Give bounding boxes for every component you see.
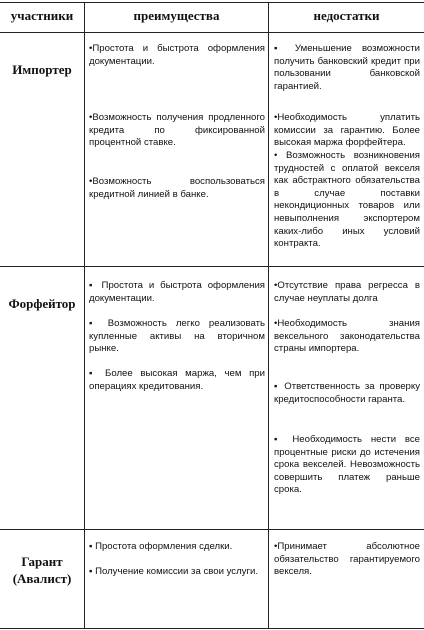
guarantor-advantage: ▪ Получение комиссии за свои услуги. xyxy=(89,566,258,577)
importer-disadvantage: • Возможность возникновения трудностей с оплатой векселя как абстрактного обязательства в случае поставки некондиционных товаров или невыполнения экспортером каких-либо иных условий контракта. xyxy=(274,150,420,250)
row-label-importer: Импортер xyxy=(12,62,72,77)
row-label-forfaiter: Форфейтор xyxy=(8,296,76,311)
importer-advantage: •Возможность воспользоваться кредитной линией в банке. xyxy=(89,176,265,200)
table-bottom-border xyxy=(0,628,424,629)
forfaiter-disadvantage: •Отсутствие права регресса в случае неуплаты долга xyxy=(274,280,420,304)
forfaiter-disadvantage: •Необходимость знания вексельного законодательства страны импортера. xyxy=(274,318,420,355)
header-participants: участники xyxy=(10,8,74,23)
guarantor-advantage: ▪ Простота оформления сделки. xyxy=(89,541,233,552)
row-label-guarantor: Гарант (Авалист) xyxy=(12,554,72,586)
column-divider-2 xyxy=(268,2,269,629)
header-advantages: преимущества xyxy=(133,8,220,23)
forfaiter-advantage: ▪ Простота и быстрота оформления документации. xyxy=(89,280,265,304)
column-divider-1 xyxy=(84,2,85,629)
forfaiter-advantage: ▪ Более высокая маржа, чем при операциях кредитования. xyxy=(89,368,265,392)
importer-advantage: •Простота и быстрота оформления документации. xyxy=(89,43,265,67)
table-top-border xyxy=(0,2,424,3)
importer-disadvantage: •Необходимость уплатить комиссии за гарантию. Более высокая маржа форфейтера. xyxy=(274,112,420,149)
row-divider-1 xyxy=(0,266,424,267)
importer-disadvantage: ▪ Уменьшение возможности получить банковский кредит при пользовании банковской гарантией. xyxy=(274,43,420,92)
header-bottom-border xyxy=(0,32,424,33)
importer-advantage: •Возможность получения продленного кредита по фиксированной процентной ставке. xyxy=(89,112,265,149)
forfaiter-advantage: ▪ Возможность легко реализовать купленные активы на вторичном рынке. xyxy=(89,318,265,355)
forfaiter-disadvantage: ▪ Ответственность за проверку кредитоспособности гаранта. xyxy=(274,381,420,405)
header-disadvantages: недостатки xyxy=(313,8,380,23)
guarantor-disadvantage: •Принимает абсолютное обязательство гарантируемого векселя. xyxy=(274,541,420,578)
forfaiter-disadvantage: ▪ Необходимость нести все процентные риски до истечения срока векселей. Невозможность совершить платеж раньше срока. xyxy=(274,434,420,496)
row-divider-2 xyxy=(0,529,424,530)
